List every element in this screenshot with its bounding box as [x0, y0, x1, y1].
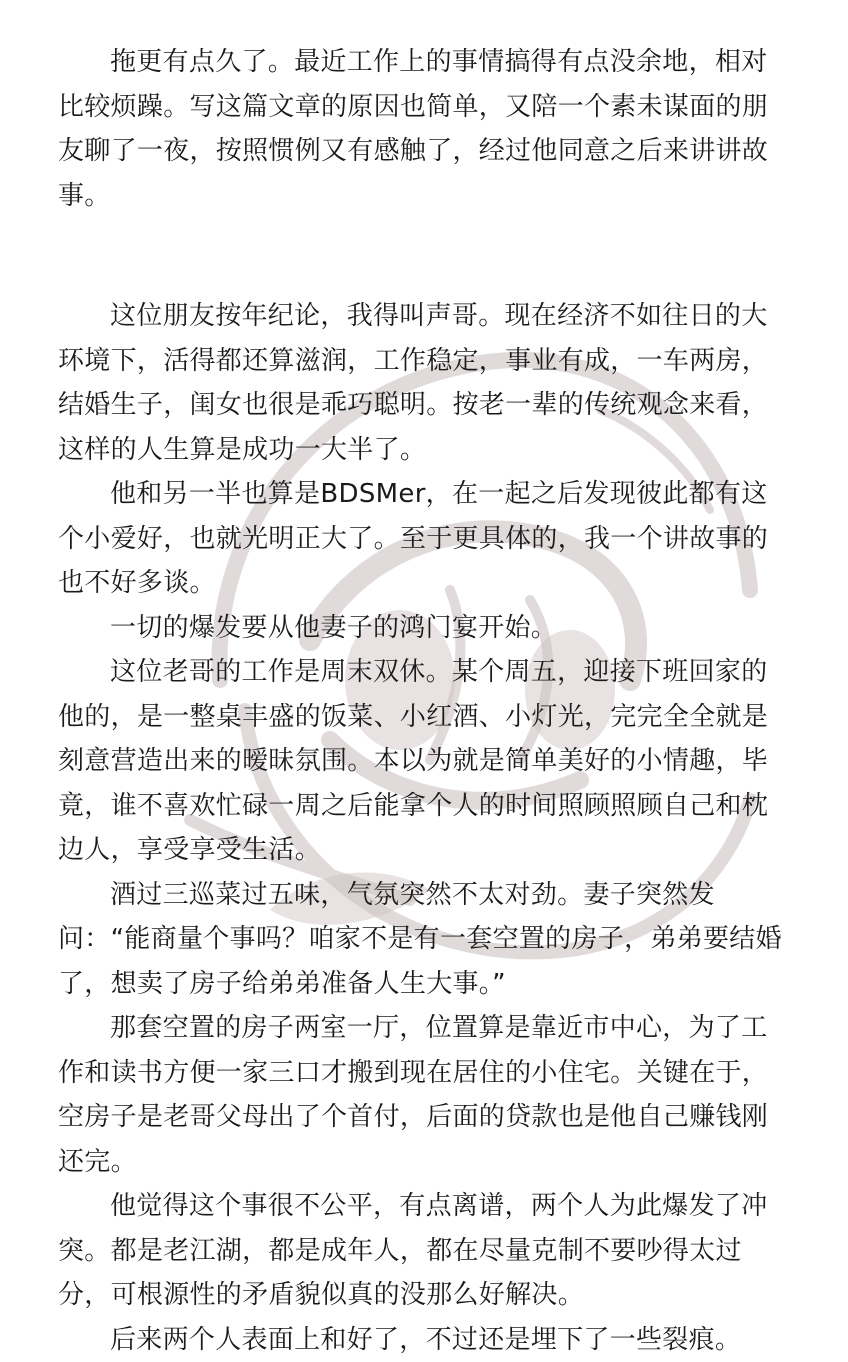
- story-paragraph: 他和另一半也算是BDSMer，在一起之后发现彼此都有这个小爱好，也就光明正大了。至于更具体的，我一个讲故事的也不好多谈。: [58, 472, 788, 606]
- story-paragraph: 他觉得这个事很不公平，有点离谱，两个人为此爆发了冲突。都是老江湖，都是成年人，都在尽量克制不要吵得太过分，可根源性的矛盾貌似真的没那么好解决。: [58, 1184, 788, 1318]
- intro-paragraph: 拖更有点久了。最近工作上的事情搞得有点没余地，相对比较烦躁。写这篇文章的原因也简单，又陪一个素未谋面的朋友聊了一夜，按照惯例又有感触了，经过他同意之后来讲讲故事。: [58, 40, 788, 218]
- story-paragraph: 一切的爆发要从他妻子的鸿门宴开始。: [58, 606, 788, 651]
- story-paragraph: 这位朋友按年纪论，我得叫声哥。现在经济不如往日的大环境下，活得都还算滋润，工作稳定，事业有成，一车两房，结婚生子，闺女也很是乖巧聪明。按老一辈的传统观念来看，这样的人生算是成功一大半了。: [58, 294, 788, 472]
- story-paragraph: 酒过三巡菜过五味，气氛突然不太对劲。妻子突然发问：“能商量个事吗？咱家不是有一套空置的房子，弟弟要结婚了，想卖了房子给弟弟准备人生大事。”: [58, 873, 788, 1007]
- story-paragraph: 这位老哥的工作是周末双休。某个周五，迎接下班回家的他的，是一整桌丰盛的饭菜、小红酒、小灯光，完完全全就是刻意营造出来的暧昧氛围。本以为就是简单美好的小情趣，毕竟，谁不喜欢忙碌一周之后能拿个人的时间照顾照顾自己和枕边人，享受享受生活。: [58, 650, 788, 873]
- story-paragraph: 后来两个人表面上和好了，不过还是埋下了一些裂痕。: [58, 1318, 788, 1362]
- article-body: [58, 40, 788, 1362]
- story-paragraph: 那套空置的房子两室一厅，位置算是靠近市中心，为了工作和读书方便一家三口才搬到现在居住的小住宅。关键在于，空房子是老哥父母出了个首付，后面的贷款也是他自己赚钱刚还完。: [58, 1006, 788, 1184]
- section-break: [58, 218, 788, 294]
